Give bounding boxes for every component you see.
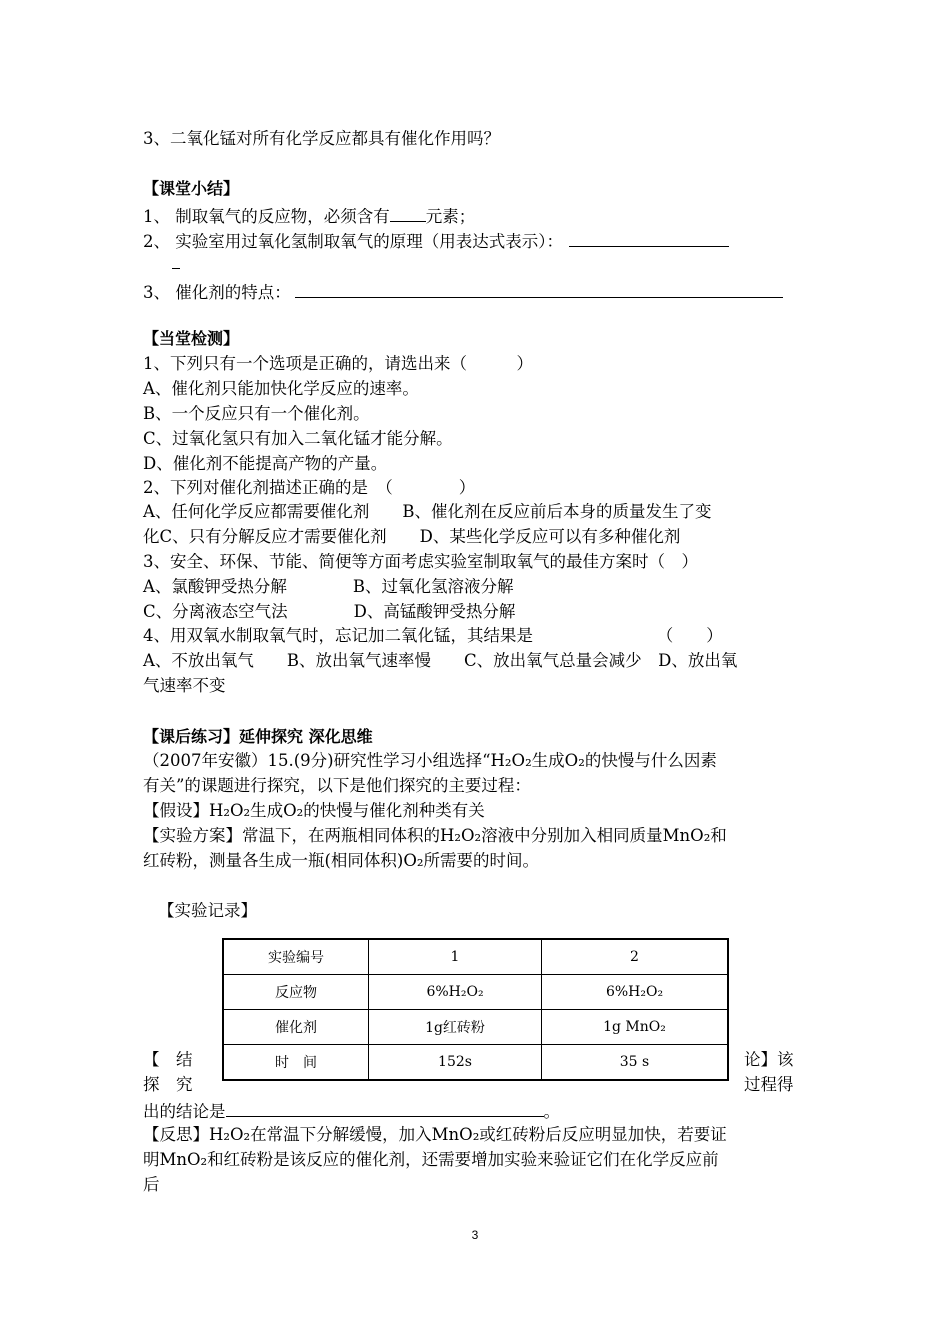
table-cell: 2 <box>542 939 729 975</box>
table-row <box>223 939 728 975</box>
plan-line-2: 红砖粉，测量各生成一瓶(相同体积)O₂所需要的时间。 <box>143 851 540 870</box>
conclusion-tail: 。 <box>543 1102 560 1121</box>
blank-equation[interactable] <box>569 228 729 247</box>
test-q1: 1、下列只有一个选项是正确的，请选出来（ ） <box>143 354 533 373</box>
test-q4-options-2: 气速率不变 <box>143 676 226 695</box>
hypothesis: 【假设】H₂O₂生成O₂的快慢与催化剂种类有关 <box>143 801 485 820</box>
conclusion-line <box>143 1098 560 1124</box>
summary-line-1-text: 1、 制取氧气的反应物，必须含有 <box>143 207 390 226</box>
table-cell: 催化剂 <box>223 1010 369 1045</box>
blank-conclusion[interactable] <box>226 1098 544 1117</box>
question-3-text: 3、二氧化锰对所有化学反应都具有催化作用吗？ <box>143 129 500 148</box>
summary-line-1 <box>143 203 475 229</box>
after-class-heading: 【课后练习】延伸探究 深化思维 <box>143 727 373 746</box>
table-cell: 反应物 <box>223 975 369 1010</box>
test-q4-options-1: A、不放出氧气 B、放出氧气速率慢 C、放出氧气总量会减少 D、放出氧 <box>143 651 738 670</box>
test-q1-option-a: A、催化剂只能加快化学反应的速率。 <box>143 379 419 398</box>
test-q2-options-1: A、任何化学反应都需要催化剂 B、催化剂在反应前后本身的质量发生了变 <box>143 502 712 521</box>
table-cell: 1g MnO₂ <box>542 1010 729 1045</box>
conclusion-left-2: 探 究 <box>143 1075 193 1094</box>
reflection-3: 后 <box>143 1175 160 1194</box>
page-number: 3 <box>471 1228 479 1242</box>
test-q2-options-2: 化C、只有分解反应才需要催化剂 D、某些化学反应可以有多种催化剂 <box>143 527 681 546</box>
blank-equation-cont <box>172 250 180 276</box>
summary-line-1-tail: 元素； <box>425 207 476 226</box>
conclusion-text: 出的结论是 <box>143 1102 226 1121</box>
test-q4: 4、用双氧水制取氧气时，忘记加二氧化锰，其结果是 （ ） <box>143 626 723 645</box>
test-q1-option-b: B、一个反应只有一个催化剂。 <box>143 404 370 423</box>
table-cell: 152s <box>369 1045 542 1081</box>
table-cell: 实验编号 <box>223 939 369 975</box>
conclusion-left-1: 【 结 <box>143 1050 193 1069</box>
summary-heading: 【课堂小结】 <box>143 179 240 198</box>
experiment-record-table <box>222 938 729 1081</box>
table-cell: 1 <box>369 939 542 975</box>
test-q3-options-1: A、氯酸钾受热分解 B、过氧化氢溶液分解 <box>143 577 514 596</box>
blank-element[interactable] <box>390 203 426 222</box>
table-row <box>223 1045 728 1081</box>
table-row <box>223 1010 728 1045</box>
table-row <box>223 975 728 1010</box>
summary-line-2-text: 2、 实验室用过氧化氢制取氧气的原理（用表达式表示）： <box>143 232 563 251</box>
after-intro-2: 有关”的课题进行探究，以下是他们探究的主要过程： <box>143 776 531 795</box>
test-q1-option-c: C、过氧化氢只有加入二氧化锰才能分解。 <box>143 429 453 448</box>
after-intro-1: （2007年安徽）15.(9分)研究性学习小组选择“H₂O₂生成O₂的快慢与什么因素 <box>143 751 717 770</box>
plan-line-1: 【实验方案】常温下，在两瓶相同体积的H₂O₂溶液中分别加入相同质量MnO₂和 <box>143 826 727 845</box>
table-cell: 时 间 <box>223 1045 369 1081</box>
summary-line-3 <box>143 279 783 305</box>
test-heading: 【当堂检测】 <box>143 329 240 348</box>
reflection-2: 明MnO₂和红砖粉是该反应的催化剂，还需要增加实验来验证它们在化学反应前 <box>143 1150 719 1169</box>
conclusion-right-2: 过程得 <box>744 1075 794 1094</box>
table-cell: 6%H₂O₂ <box>369 975 542 1010</box>
table-cell: 35 s <box>542 1045 729 1081</box>
conclusion-right-1: 论】该 <box>744 1050 794 1069</box>
summary-line-3-text: 3、 催化剂的特点： <box>143 283 291 302</box>
test-q3: 3、安全、环保、节能、简便等方面考虑实验室制取氧气的最佳方案时（ ） <box>143 552 698 571</box>
table-cell: 1g红砖粉 <box>369 1010 542 1045</box>
summary-line-2 <box>143 228 729 254</box>
blank-stub <box>172 250 180 269</box>
record-heading: 【实验记录】 <box>158 901 257 920</box>
test-q1-option-d: D、催化剂不能提高产物的产量。 <box>143 454 388 473</box>
test-q3-options-2: C、分离液态空气法 D、高锰酸钾受热分解 <box>143 602 516 621</box>
reflection-1: 【反思】H₂O₂在常温下分解缓慢，加入MnO₂或红砖粉后反应明显加快，若要证 <box>143 1125 727 1144</box>
table-cell: 6%H₂O₂ <box>542 975 729 1010</box>
blank-catalyst-features[interactable] <box>295 279 783 298</box>
test-q2: 2、下列对催化剂描述正确的是 （ ） <box>143 478 476 497</box>
